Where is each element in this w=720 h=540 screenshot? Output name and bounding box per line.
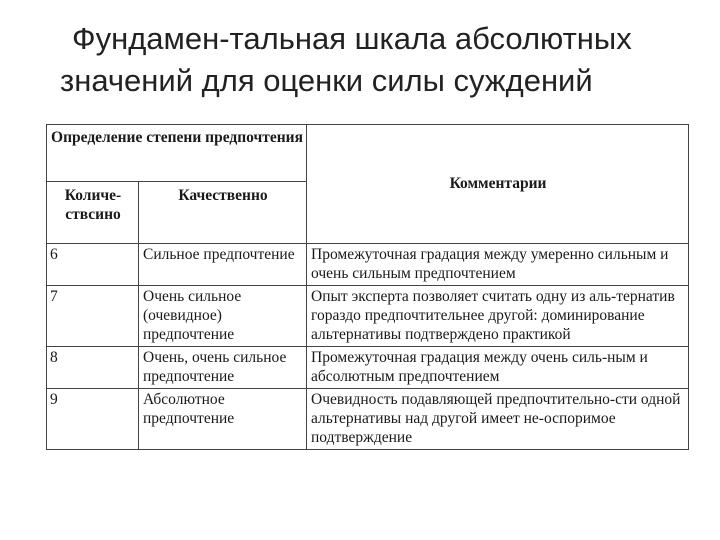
qualitative-description: Абсолютное предпочтение [139, 389, 307, 450]
slide-title-line-2: значений для оценки силы суждений [60, 63, 593, 98]
comment-cell: Опыт эксперта позволяет считать одну из аль-тернатив гораздо предпочтительнее другой: доминирование альтернативы подтверждено практикой [307, 286, 689, 347]
header-preference-degree: Определение степени предпочтения [47, 125, 307, 182]
header-quantitative: Количе-ствсино [47, 182, 139, 244]
slide-title-line-1: Фундамен-тальная шкала абсолютных [72, 21, 632, 56]
scale-value: 9 [47, 389, 139, 450]
table-row [47, 286, 689, 347]
comment-cell: Промежуточная градация между очень силь-ным и абсолютным предпочтением [307, 347, 689, 389]
scale-value: 7 [47, 286, 139, 347]
scale-value: 8 [47, 347, 139, 389]
header-comments: Комментарии [307, 125, 689, 244]
qualitative-description: Сильное предпочтение [139, 244, 307, 286]
comment-cell: Промежуточная градация между умеренно сильным и очень сильным предпочтением [307, 244, 689, 286]
table-row [47, 347, 689, 389]
header-qualitative: Качественно [139, 182, 307, 244]
table-row [47, 244, 689, 286]
qualitative-description: Очень сильное (очевидное) предпочтение [139, 286, 307, 347]
qualitative-description: Очень, очень сильное предпочтение [139, 347, 307, 389]
scale-value: 6 [47, 244, 139, 286]
slide-title [0, 18, 720, 102]
table-row [47, 389, 689, 450]
comment-cell: Очевидность подавляющей предпочтительно-сти одной альтернативы над другой имеет не-оспоримое подтверждение [307, 389, 689, 450]
table-header-row [47, 125, 689, 182]
scale-table [46, 124, 689, 450]
